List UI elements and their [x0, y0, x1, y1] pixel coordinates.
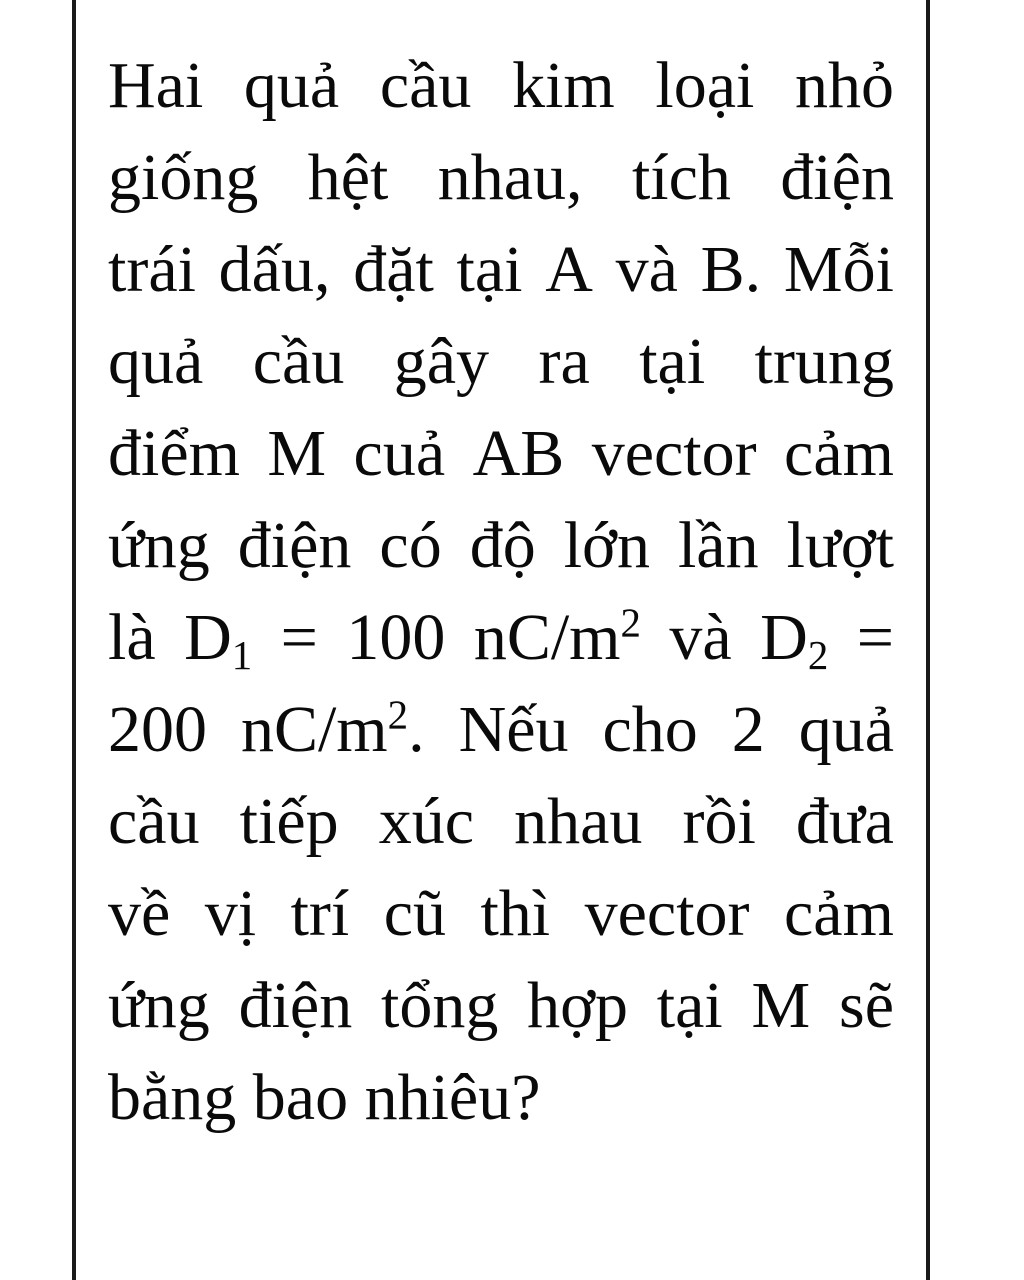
word: vector — [584, 877, 750, 950]
word: Nếu — [458, 693, 569, 766]
word: tổng — [380, 969, 499, 1042]
word: có — [379, 509, 442, 582]
word: đưa — [795, 785, 894, 858]
word: vector — [591, 417, 757, 490]
word: ra — [538, 325, 590, 398]
word: xúc — [378, 785, 475, 858]
word: trí — [290, 877, 350, 950]
d1-unit — [474, 592, 641, 684]
word: hệt — [307, 141, 389, 214]
word: quả — [243, 49, 340, 122]
word: thì — [480, 877, 551, 950]
text-line-2 — [108, 132, 894, 224]
word: nhau, — [437, 141, 583, 214]
d1-value: 100 — [346, 601, 446, 674]
word: nhỏ — [794, 49, 894, 122]
word: 2 — [731, 693, 765, 766]
word: cho — [602, 693, 698, 766]
word: tại — [456, 233, 523, 306]
page-border-left — [72, 0, 76, 1280]
d2-unit-text: nC/m — [240, 693, 388, 766]
text-line-11 — [108, 960, 894, 1052]
word: bao — [252, 1061, 349, 1134]
page-border-right — [926, 0, 930, 1280]
word: điện — [238, 969, 353, 1042]
word: độ — [469, 509, 536, 582]
d2-letter: D — [760, 601, 808, 674]
period: . — [408, 693, 425, 766]
word: điện — [237, 509, 352, 582]
word: bằng — [108, 1061, 237, 1134]
word: là — [108, 601, 156, 674]
word: tại — [639, 325, 706, 398]
word: tích — [631, 141, 731, 214]
d1-letter: D — [184, 601, 232, 674]
word: và — [669, 601, 732, 674]
d1-unit-text: nC/m — [473, 601, 621, 674]
word: ứng — [108, 509, 210, 582]
word: lượt — [786, 509, 894, 582]
word: vị — [204, 877, 257, 950]
text-line-8 — [108, 684, 894, 776]
word: hợp — [527, 969, 629, 1042]
d2-subscript: 2 — [807, 633, 829, 679]
word: điện — [780, 141, 894, 214]
text-line-6 — [108, 500, 894, 592]
word: quả — [798, 693, 894, 766]
equals-sign: = — [856, 601, 894, 674]
word: giống — [108, 141, 259, 214]
d1-unit-exponent: 2 — [620, 600, 641, 646]
text-line-1 — [108, 40, 894, 132]
word: loại — [655, 49, 755, 122]
word: lớn — [563, 509, 650, 582]
word: Mỗi — [783, 233, 894, 306]
word: điểm — [108, 417, 240, 490]
question-text — [108, 40, 894, 1144]
word: cũ — [383, 877, 446, 950]
word: về — [108, 877, 171, 950]
word: cảm — [784, 417, 894, 490]
word: tại — [656, 969, 723, 1042]
word: nhau — [514, 785, 643, 858]
d1-symbol — [184, 592, 252, 684]
word: gây — [393, 325, 490, 398]
word: tiếp — [239, 785, 339, 858]
equals-sign: = — [280, 601, 318, 674]
word: B. — [700, 233, 762, 306]
word: ứng — [108, 969, 210, 1042]
word: cầu — [379, 49, 472, 122]
text-line-10 — [108, 868, 894, 960]
word: cầu — [252, 325, 345, 398]
word: Hai — [108, 49, 204, 122]
text-line-5 — [108, 408, 894, 500]
word: nhiêu? — [364, 1061, 541, 1134]
d2-symbol — [760, 592, 828, 684]
word: cầu — [108, 785, 200, 858]
word: và — [615, 233, 678, 306]
word: kim — [512, 49, 615, 122]
d2-unit-exponent: 2 — [387, 692, 409, 738]
word: M — [751, 969, 811, 1042]
word: quả — [108, 325, 204, 398]
d2-unit — [241, 684, 425, 776]
word: trung — [754, 325, 894, 398]
text-line-4 — [108, 316, 894, 408]
text-line-7 — [108, 592, 894, 684]
text-line-9 — [108, 776, 894, 868]
text-line-12 — [108, 1052, 894, 1144]
word: lần — [677, 509, 759, 582]
word: trái — [108, 233, 196, 306]
d2-value: 200 — [108, 693, 207, 766]
d1-subscript: 1 — [231, 633, 253, 679]
word: AB — [472, 417, 565, 490]
text-line-3 — [108, 224, 894, 316]
word: sẽ — [839, 969, 894, 1042]
word: M — [267, 417, 327, 490]
word: A — [545, 233, 593, 306]
word: dấu, — [218, 233, 331, 306]
word: cảm — [784, 877, 894, 950]
word: đặt — [353, 233, 434, 306]
word: cuả — [353, 417, 446, 490]
word: rồi — [682, 785, 756, 858]
